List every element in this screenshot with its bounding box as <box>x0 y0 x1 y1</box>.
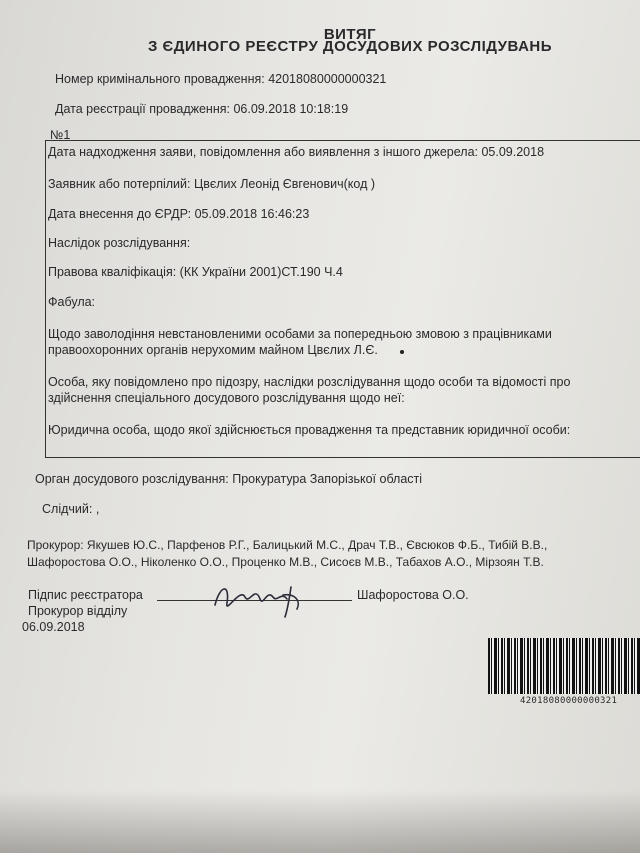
ink-dot <box>400 350 404 354</box>
entry-box <box>45 140 640 458</box>
fabula-text-1: Щодо заволодіння невстановленими особами за попередньою змовою з працівниками <box>48 327 552 341</box>
registrar-role: Прокурор відділу <box>28 604 128 618</box>
suspect-text-2: здійснення спеціального досудового розслідування щодо неї: <box>48 391 405 405</box>
barcode-number: 42018080000000321 <box>520 696 618 706</box>
fabula-label: Фабула: <box>48 295 96 309</box>
barcode <box>488 638 640 694</box>
registration-date: Дата реєстрації провадження: 06.09.2018 10:18:19 <box>55 102 349 116</box>
document-subtitle: З ЄДИНОГО РЕЄСТРУ ДОСУДОВИХ РОЗСЛІДУВАНЬ <box>147 38 553 55</box>
prosecutors-line-2: Шафоростова О.О., Ніколенко О.О., Проценко М.В., Сисоєв М.В., Табахов А.О., Мірзоян Т.В. <box>27 555 544 569</box>
investigator: Слідчий: , <box>42 502 100 516</box>
qualification: Правова кваліфікація: (КК України 2001)СТ.190 Ч.4 <box>48 265 343 279</box>
case-number: Номер кримінального провадження: 42018080000000321 <box>55 72 387 86</box>
applicant: Заявник або потерпілий: Цвєлих Леонід Євгенович(код ) <box>48 177 376 191</box>
investigation-organ: Орган досудового розслідування: Прокуратура Запорізької області <box>35 472 423 486</box>
sign-label: Підпис реєстратора <box>28 588 143 602</box>
fabula-text-2: правоохоронних органів нерухомим майном Цвєлих Л.Є. <box>48 343 378 357</box>
receipt-date: Дата надходження заяви, повідомлення або виявлення з іншого джерела: 05.09.2018 <box>48 145 545 159</box>
prosecutors-line-1: Прокурор: Якушев Ю.С., Парфенов Р.Г., Балицький М.С., Драч Т.В., Євсюков Ф.Б., Тибій В.В., <box>27 538 548 552</box>
document-title: ВИТЯГ <box>323 26 377 43</box>
sign-date: 06.09.2018 <box>22 620 85 634</box>
entry-number: №1 <box>50 128 71 142</box>
erdr-date: Дата внесення до ЄРДР: 05.09.2018 16:46:23 <box>48 207 310 221</box>
legal-entity: Юридична особа, щодо якої здійснюється провадження та представник юридичної особи: <box>48 423 571 437</box>
suspect-text-1: Особа, яку повідомлено про підозру, наслідки розслідування щодо особи та відомості про <box>48 375 571 389</box>
page-shadow <box>0 790 640 853</box>
result-label: Наслідок розслідування: <box>48 236 191 250</box>
signature-mark <box>205 575 315 620</box>
registrar-name: Шафоростова О.О. <box>357 588 469 602</box>
